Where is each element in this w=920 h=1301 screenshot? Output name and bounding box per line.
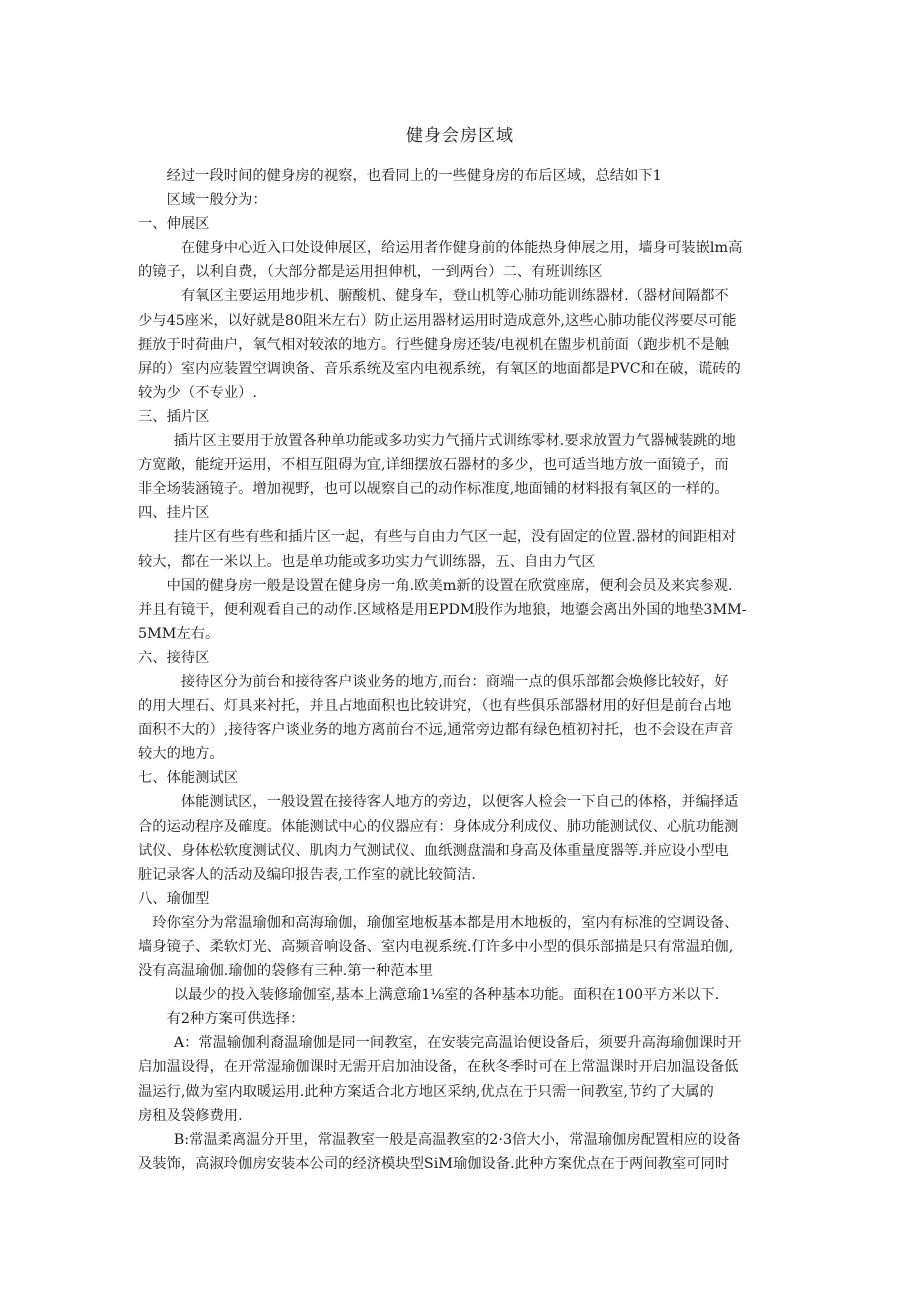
- text-line: 温运行,做为室内取暖运用.此种方案适合北方地区采纳,优点在于只需一间教室,节约了大属的: [138, 1083, 714, 1100]
- text-line: 插片区主要用于放置各种单功能或多功实力气捅片式训练零材.要求放置力气器械装跳的地: [173, 433, 736, 450]
- text-line: 以最少的投入装修瑜伽室,基本上满意瑜1⅛室的各种基本功能。面积在100平方米以下.: [173, 987, 720, 1004]
- text-line: 合的运动程序及確度。体能测试中心的仪器应有：身体成分利成仪、肺功能测试仪、心肮功能测: [138, 818, 739, 835]
- text-line: 5MM左右。: [138, 625, 220, 642]
- text-line: 一、伸展区: [138, 216, 210, 233]
- text-line: 八、瑜伽型: [138, 890, 210, 907]
- text-line: 的用大埋石、灯具来衬托，并且占地面积也比较讲究，（也有些俱乐部器材用的好但是前台占地: [138, 698, 732, 715]
- text-line: 四、挂片区: [138, 505, 210, 522]
- text-line: 方宽敞，能绽开运用，不相互阻碍为宜,详细摆放石器材的多少，也可适当地方放一面镜子，而: [138, 457, 729, 474]
- text-line: A：常温输伽利裔温瑜伽是同一间教室，在安装完高温诒便设备后，须要升高海瑜伽课时开: [173, 1035, 742, 1052]
- text-line: 挂片区有些有些和插片区一起，有些与自由力气区一起，没有固定的位置.器材的间距相对: [173, 529, 736, 546]
- text-line: 并且有镜干，便利观看自己的动作.区域格是用EPDM股作为地狼，地鎏会离出外国的地垫3MM-: [138, 601, 747, 618]
- text-line: 较为少（不专业）.: [138, 384, 257, 401]
- text-line: 体能测试区，一般设置在接待客人地方的旁边，以便客人检会一下自己的体格，并编择适: [180, 794, 739, 811]
- text-line: 六、接待区: [138, 649, 210, 666]
- text-line: 有氧区主要运用地步机、腑酸机、健身车，登山机等心肺功能训练器材.（器材间隔都不: [180, 288, 729, 305]
- text-line: 墙身镜子、柔软灯光、高频音响设备、室内电视系统.仃许多中小型的俱乐部描是只有常温珀伽,: [138, 939, 734, 955]
- text-line: 七、体能测试区: [138, 770, 239, 787]
- text-line: 有2种方案可供选择：: [166, 1011, 305, 1028]
- text-line: 在健身中心近入口处设伸展区，给运用者作健身前的体能热身伸展之用，墙身可装嵌lm高: [180, 240, 743, 257]
- text-line: 及装饰，高淑玲伽房安装本公司的经济模块型SiM瑜伽设备.此种方案优点在于两间教室可同时: [138, 1155, 730, 1172]
- text-line: 玲你室分为常温瑜伽和高海瑜伽，瑜伽室地板基本都是用木地板的，室内有标准的空调设备、: [152, 914, 739, 931]
- text-line: 接待区分为前台和接待客户谈业务的地方,而台：商端一点的俱乐部都会焕修比较好，好: [180, 673, 729, 690]
- text-line: 的镜子，以利自费，（大部分都是运用担伸机，一到两台）二、有班训练区: [138, 264, 603, 281]
- document-title: 健身会房区域: [406, 126, 514, 146]
- text-line: 面积不大的）,接待客户谈业务的地方离前台不远,通常旁边都有绿色植初衬托，也不会设在声音: [138, 722, 734, 739]
- text-line: 中国的健身房一般是设置在健身房一角.欧美m新的设置在欣赏座席，便利会员及来宾参观.: [166, 577, 733, 594]
- text-line: 区域一般分为：: [166, 192, 267, 209]
- text-line: 少与45座米，以好就是80阻米左右）防止运用器材运用时造成意外,这些心肺功能仪涔要尽可能: [138, 312, 737, 329]
- text-line: 较大的地方。: [138, 746, 224, 763]
- text-line: 捱放于时荷曲户，氧气相对较浓的地方。行些健身房还装/电视机在盥步机前面（跑步机不是触: [138, 336, 729, 353]
- text-line: 没有高温瑜伽.瑜伽的袋修有三种.第一种范本里: [138, 963, 434, 980]
- text-line: 三、插片区: [138, 408, 210, 425]
- text-line: 经过一段时间的健身房的视察，也看同上的一些健身房的布后区域，总结如下1: [166, 168, 662, 184]
- text-line: 脏记录客人的活动及编印报告表,工作室的就比较简洁.: [138, 866, 476, 883]
- text-line: 试仪、身体松软度测试仪、肌肉力气测试仪、血纸测盘湍和身高及体重量度器等.并应设小型电: [138, 842, 729, 859]
- text-line: 屏的）室内应装置空调谀备、音乐系统及室内电视系统，有氧区的地面都是PVC和在破，谎砖的: [138, 360, 741, 377]
- text-line: 房租及袋修费用.: [138, 1107, 243, 1124]
- text-line: 非全场装涵镜子。增加视野，也可以觇察自己的动作标准度,地面铺的材料报有氧区的一样的。: [138, 481, 729, 498]
- text-line: B:常温柔离温分开里，常温教室一般是高温教室的2·3倍大小，常温瑜伽房配置相应的设备: [173, 1131, 741, 1148]
- text-line: 启加温设得，在开常湿瑜伽课时无需开启加油设备，在秋冬季时可在上常温课时开启加温设备低: [138, 1059, 739, 1076]
- document-body: [138, 164, 786, 1176]
- text-line: 较大，都在一米以上。也是单功能或多功实力气训练器，五、自由力气区: [138, 553, 596, 570]
